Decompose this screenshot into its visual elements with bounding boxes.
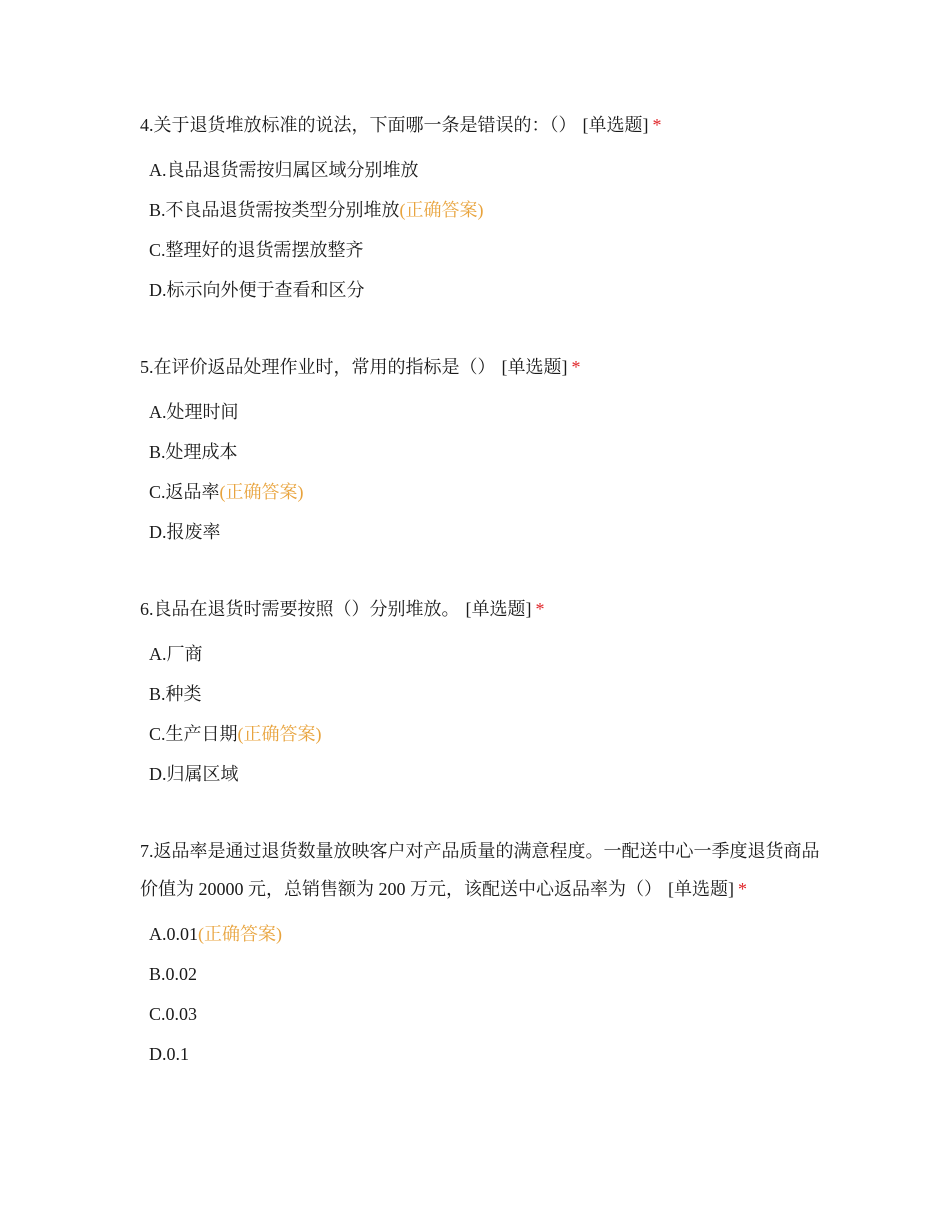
- option-text: B.处理成本: [149, 442, 238, 462]
- required-marker: *: [652, 115, 662, 135]
- question-title: [140, 590, 820, 628]
- option-text: A.处理时间: [149, 402, 239, 422]
- option-b[interactable]: [149, 432, 820, 472]
- option-text: A.厂商: [149, 644, 203, 664]
- option-b[interactable]: [149, 954, 820, 994]
- option-text: C.生产日期: [149, 724, 238, 744]
- option-text: A.良品退货需按归属区域分别堆放: [149, 160, 419, 180]
- option-text: D.标示向外便于查看和区分: [149, 280, 365, 300]
- option-c[interactable]: [149, 230, 820, 270]
- question-type-label: [单选题]: [582, 115, 649, 135]
- option-text: B.0.02: [149, 964, 198, 984]
- question-title: [140, 348, 820, 386]
- question-6: [140, 590, 820, 794]
- option-text: C.0.03: [149, 1004, 198, 1024]
- option-text: D.0.1: [149, 1044, 189, 1064]
- option-a[interactable]: [149, 914, 820, 954]
- option-c[interactable]: [149, 472, 820, 512]
- option-a[interactable]: [149, 150, 820, 190]
- option-text: A.0.01: [149, 924, 198, 944]
- question-text: 5.在评价返品处理作业时，常用的指标是（）: [140, 357, 496, 377]
- required-marker: *: [571, 357, 581, 377]
- question-title: [140, 106, 820, 144]
- question-type-label: [单选题]: [668, 879, 734, 899]
- option-list: [149, 150, 820, 310]
- option-d[interactable]: [149, 754, 820, 794]
- option-d[interactable]: [149, 270, 820, 310]
- option-list: [149, 392, 820, 552]
- option-text: B.不良品退货需按类型分别堆放: [149, 200, 400, 220]
- option-list: [149, 914, 820, 1074]
- option-a[interactable]: [149, 634, 820, 674]
- question-5: [140, 348, 820, 552]
- correct-answer-tag: (正确答案): [198, 924, 282, 944]
- question-text: 7.返品率是通过退货数量放映客户对产品质量的满意程度。一配送中心一季度退货商品价值为 20000 元，总销售额为 200 万元，该配送中心返品率为（）: [140, 841, 820, 899]
- option-c[interactable]: [149, 994, 820, 1034]
- option-text: D.报废率: [149, 522, 221, 542]
- correct-answer-tag: (正确答案): [399, 200, 484, 220]
- option-d[interactable]: [149, 512, 820, 552]
- option-d[interactable]: [149, 1034, 820, 1074]
- option-list: [149, 634, 820, 794]
- option-text: D.归属区域: [149, 764, 239, 784]
- correct-answer-tag: (正确答案): [237, 724, 322, 744]
- required-marker: *: [535, 599, 545, 619]
- question-7: [140, 832, 820, 1074]
- option-b[interactable]: [149, 674, 820, 714]
- question-title: [140, 832, 820, 908]
- question-type-label: [单选题]: [501, 357, 568, 377]
- correct-answer-tag: (正确答案): [219, 482, 304, 502]
- option-text: B.种类: [149, 684, 202, 704]
- question-text: 4.关于退货堆放标准的说法，下面哪一条是错误的：（）: [140, 115, 577, 135]
- question-text: 6.良品在退货时需要按照（）分别堆放。: [140, 599, 460, 619]
- question-type-label: [单选题]: [465, 599, 532, 619]
- option-text: C.返品率: [149, 482, 220, 502]
- option-c[interactable]: [149, 714, 820, 754]
- option-a[interactable]: [149, 392, 820, 432]
- option-text: C.整理好的退货需摆放整齐: [149, 240, 364, 260]
- question-4: [140, 106, 820, 310]
- option-b[interactable]: [149, 190, 820, 230]
- required-marker: *: [738, 879, 747, 899]
